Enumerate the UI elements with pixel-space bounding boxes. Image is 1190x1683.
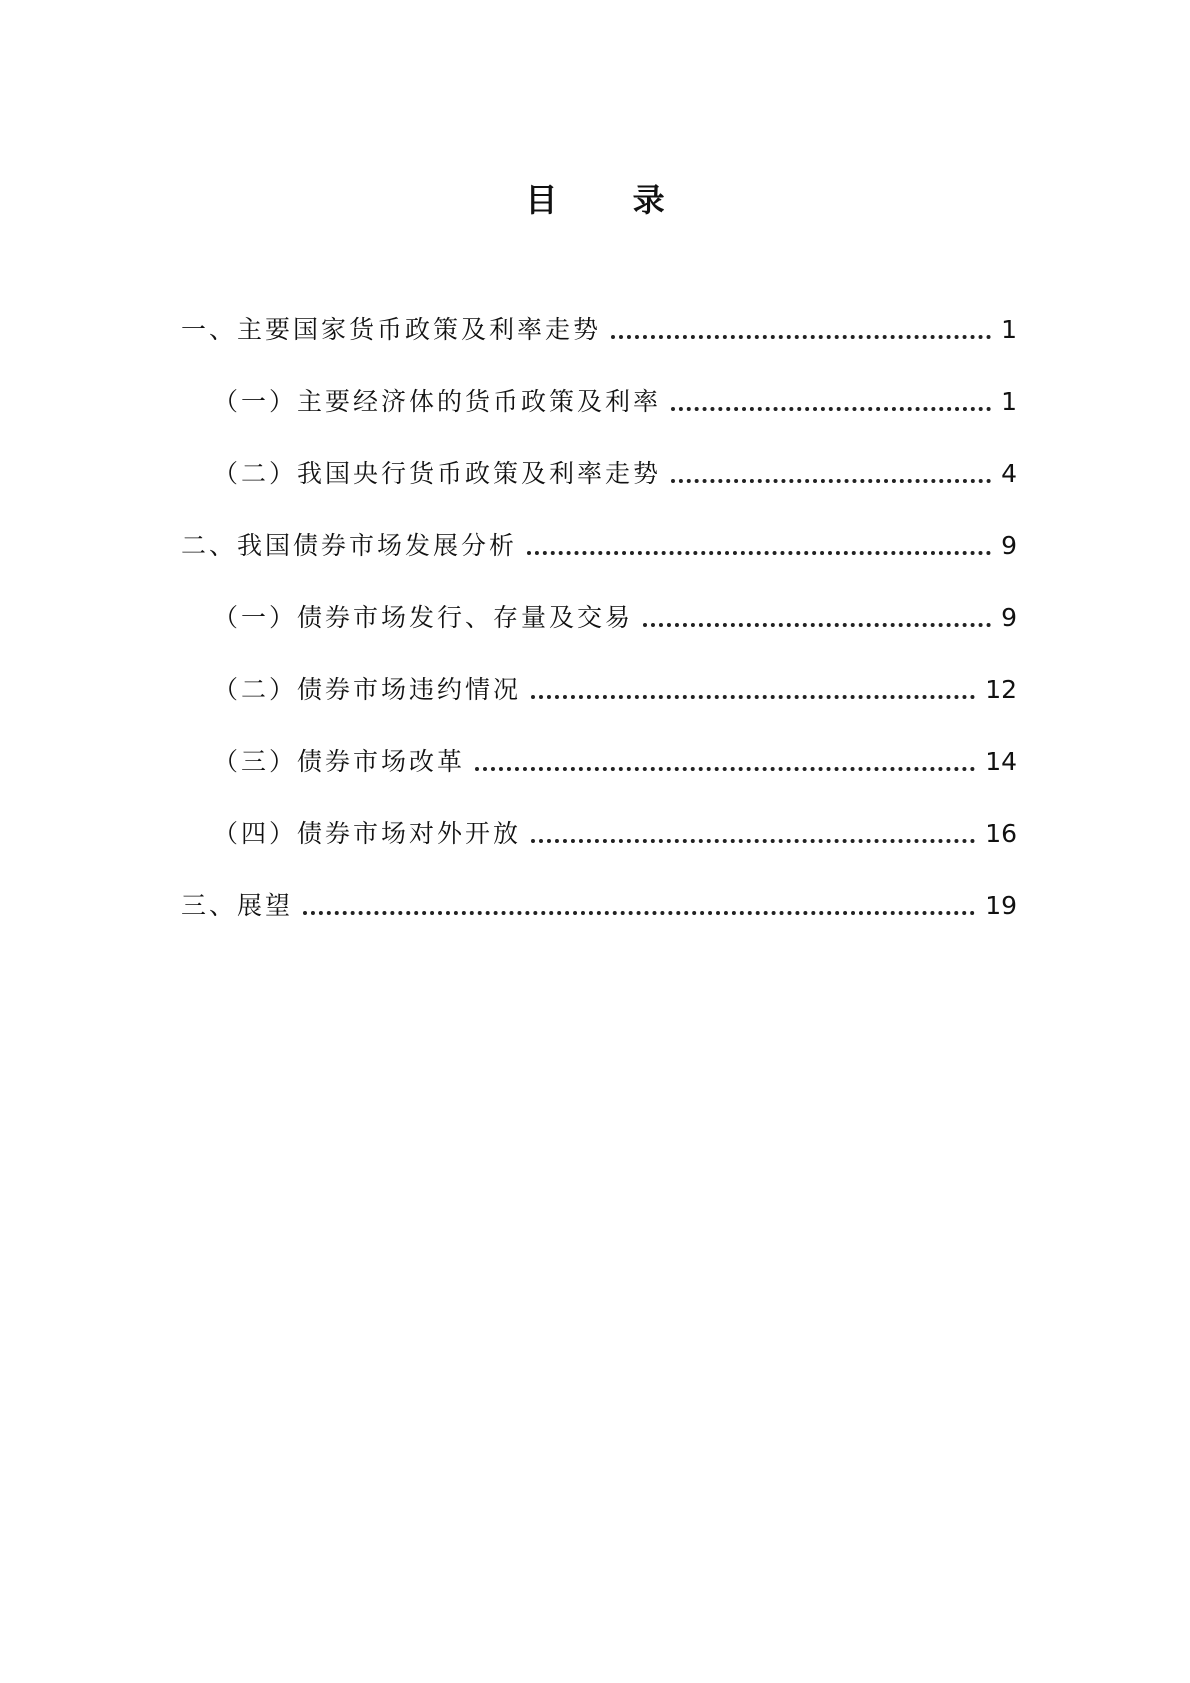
toc-leader-dots: [527, 551, 991, 555]
toc-page-number: 1: [1001, 315, 1017, 344]
toc-entry-label: （一）债券市场发行、存量及交易: [213, 603, 634, 632]
toc-leader-dots: [611, 335, 991, 339]
toc-entry[interactable]: [213, 450, 1017, 490]
toc-entry[interactable]: [213, 594, 1017, 634]
toc-entry[interactable]: [213, 810, 1017, 850]
toc-entry[interactable]: [181, 522, 1017, 562]
toc-page-number: 1: [1001, 387, 1017, 416]
toc-leader-dots: [475, 767, 975, 771]
toc-page-number: 14: [985, 747, 1017, 776]
toc-entry-label: （四）债券市场对外开放: [213, 819, 522, 848]
toc-page-number: 12: [985, 675, 1017, 704]
toc-page-number: 4: [1001, 459, 1017, 488]
toc-leader-dots: [531, 695, 975, 699]
toc-entry[interactable]: [181, 306, 1017, 346]
toc-page-number: 9: [1001, 603, 1017, 632]
toc-entry-label: （一）主要经济体的货币政策及利率: [213, 387, 662, 416]
toc-page-number: 16: [985, 819, 1017, 848]
toc-entry[interactable]: [181, 882, 1017, 922]
toc-entry-label: （二）债券市场违约情况: [213, 675, 522, 704]
toc-page-number: 19: [985, 891, 1017, 920]
toc-leader-dots: [643, 623, 991, 627]
toc-leader-dots: [303, 911, 975, 915]
toc-entry-label: （三）债券市场改革: [213, 747, 466, 776]
toc-entry-label: （二）我国央行货币政策及利率走势: [213, 459, 662, 488]
toc-leader-dots: [671, 479, 991, 483]
toc-leader-dots: [671, 407, 991, 411]
toc-leader-dots: [531, 839, 975, 843]
toc-page-number: 9: [1001, 531, 1017, 560]
toc-entry-label: 一、主要国家货币政策及利率走势: [181, 315, 602, 344]
toc-entry[interactable]: [213, 378, 1017, 418]
toc-entry-label: 二、我国债券市场发展分析: [181, 531, 518, 560]
page-title: 目 录: [525, 181, 697, 219]
toc-entry[interactable]: [213, 666, 1017, 706]
toc-entry-label: 三、展望: [181, 891, 294, 920]
toc-entry[interactable]: [213, 738, 1017, 778]
